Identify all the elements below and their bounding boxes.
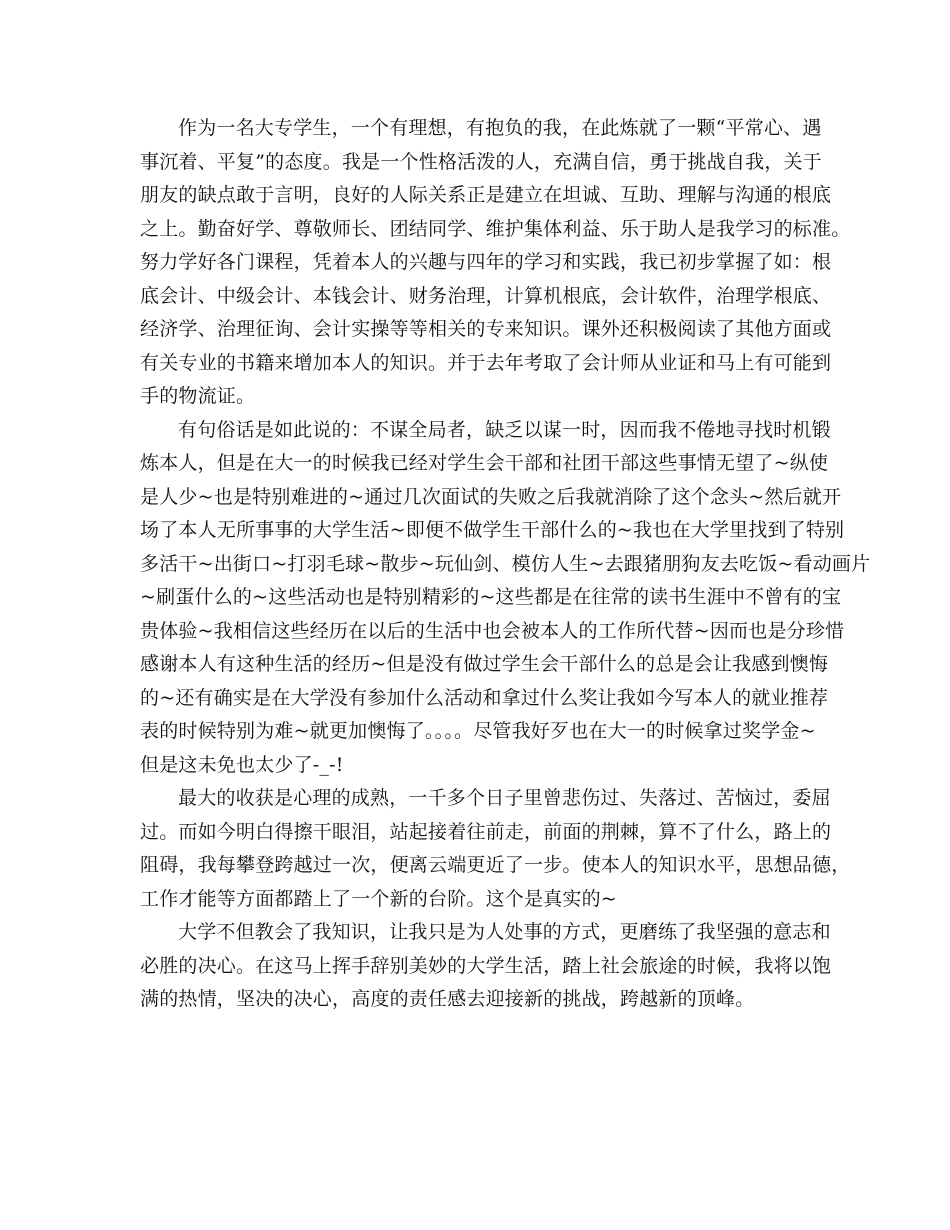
text-line: 多活干~出街口~打羽毛球~散步~玩仙剑、模仿人生~去跟猪朋狗友去吃饭~看动画片 xyxy=(140,552,871,575)
text-line: 场了本人无所事事的大学生活~即便不做学生干部什么的~我也在大学里找到了特别 xyxy=(140,519,845,541)
text-line: 手的物流证。 xyxy=(140,385,256,407)
document-body xyxy=(140,112,871,1017)
text-line: 作为一名大专学生，一个有理想，有抱负的我，在此炼就了一颗“平常心、遇 xyxy=(178,117,822,139)
text-line: 朋友的缺点敢于言明，良好的人际关系正是建立在坦诚、互助、理解与沟通的根底 xyxy=(140,184,832,206)
text-line: 大学不但教会了我知识，让我只是为人处事的方式，更磨练了我坚强的意志和 xyxy=(178,921,831,943)
text-line: 最大的收获是心理的成熟，一千多个日子里曾悲伤过、失落过、苦恼过，委屈 xyxy=(178,787,831,809)
text-line: 努力学好各门课程，凭着本人的兴趣与四年的学习和实践，我已初步掌握了如：根 xyxy=(140,251,832,273)
text-line: 工作才能等方面都踏上了一个新的台阶。这个是真实的~ xyxy=(140,887,617,910)
text-line: 阻碍，我每攀登跨越过一次，便离云端更近了一步。使本人的知识水平，思想品德， xyxy=(140,854,851,876)
text-line: 的~还有确实是在大学没有参加什么活动和拿过什么奖让我如今写本人的就业推荐 xyxy=(140,686,829,709)
text-line: 是人少~也是特别难进的~通过几次面试的失败之后我就消除了这个念头~然后就开 xyxy=(140,485,842,508)
paragraph-2 xyxy=(140,414,871,783)
text-line: 炼本人，但是在大一的时候我已经对学生会干部和社团干部这些事情无望了~纵使 xyxy=(140,452,829,474)
paragraph-3 xyxy=(140,782,851,916)
text-line: 底会计、中级会计、本钱会计、财务治理，计算机根底，会计软件，治理学根底、 xyxy=(140,284,832,307)
text-line: 有关专业的书籍来增加本人的知识。并于去年考取了会计师从业证和马上有可能到 xyxy=(140,351,832,374)
text-line: 有句俗话是如此说的：不谋全局者，缺乏以谋一时，因而我不倦地寻找时机锻 xyxy=(178,418,831,441)
text-line: 必胜的决心。在这马上挥手辞别美妙的大学生活，踏上社会旅途的时候，我将以饱 xyxy=(140,954,832,977)
text-line: 经济学、治理征询、会计实操等等相关的专来知识。课外还积极阅读了其他方面或 xyxy=(140,318,832,340)
text-line: 但是这未免也太少了-_-! xyxy=(140,753,344,776)
paragraph-4 xyxy=(140,916,832,1017)
text-line: ~刷蛋什么的~这些活动也是特别精彩的~这些都是在往常的读书生涯中不曾有的宝 xyxy=(140,586,842,608)
text-line: 表的时候特别为难~就更加懊悔了。。。。尽管我好歹也在大一的时候拿过奖学金~ xyxy=(140,720,816,742)
text-line: 贵体验~我相信这些经历在以后的生活中也会被本人的工作所代替~因而也是分珍惜 xyxy=(140,619,845,642)
text-line: 感谢本人有这种生活的经历~但是没有做过学生会干部什么的总是会让我感到懊悔 xyxy=(140,653,829,675)
text-line: 之上。勤奋好学、尊敬师长、团结同学、维护集体利益、乐于助人是我学习的标准。 xyxy=(140,217,851,240)
text-line: 过。而如今明白得擦干眼泪，站起接着往前走，前面的荆棘，算不了什么，路上的 xyxy=(140,820,832,843)
paragraph-1 xyxy=(140,112,851,414)
text-line: 满的热情，坚决的决心，高度的责任感去迎接新的挑战，跨越新的顶峰。 xyxy=(140,988,755,1010)
text-line: 事沉着、平复”的态度。我是一个性格活泼的人，充满自信，勇于挑战自我，关于 xyxy=(140,150,822,173)
